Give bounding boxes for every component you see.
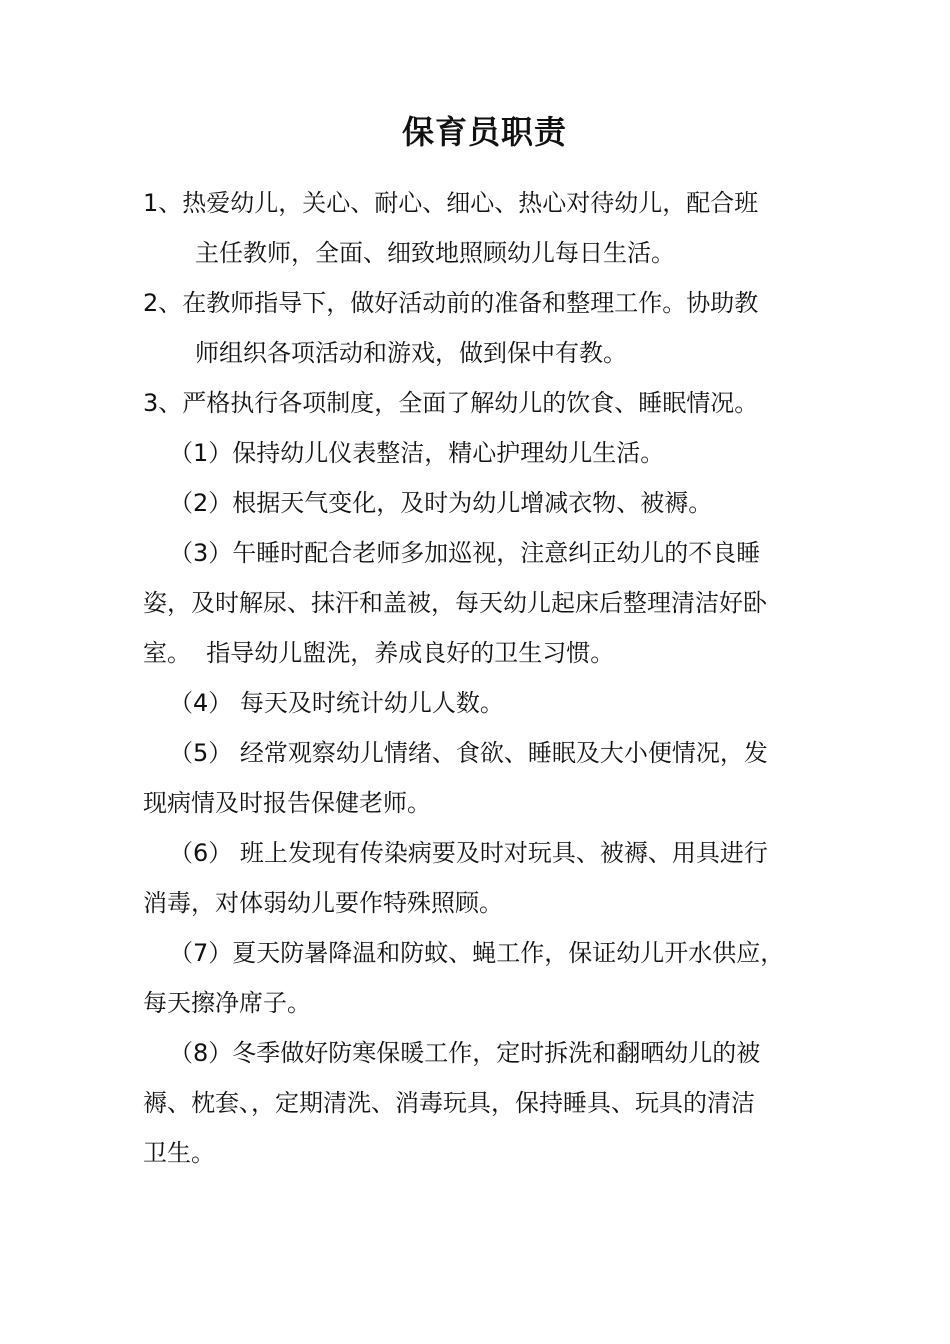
sub-item-7 <box>143 928 816 1028</box>
sub-item-5-line-1: （5） 经常观察幼儿情绪、食欲、睡眠及大小便情况，发 <box>169 739 768 767</box>
page-title: 保育员职责 <box>401 113 567 151</box>
sub-item-5-line-2: 现病情及时报告保健老师。 <box>143 789 431 817</box>
sub-item-4-line-1: （4） 每天及时统计幼儿人数。 <box>169 689 504 717</box>
sub-item-6 <box>143 828 816 928</box>
sub-item-6-line-1: （6） 班上发现有传染病要及时对玩具、被褥、用具进行 <box>169 839 768 867</box>
sub-item-6-line-2: 消毒，对体弱幼儿要作特殊照顾。 <box>143 889 503 917</box>
sub-item-3-line-3: 室。 指导幼儿盥洗，养成良好的卫生习惯。 <box>143 639 615 667</box>
duty-item-1 <box>143 178 816 278</box>
duty-item-1-line-2: 主任教师，全面、细致地照顾幼儿每日生活。 <box>195 239 675 267</box>
sub-item-5 <box>143 728 816 828</box>
duty-item-2-line-1: 2、在教师指导下，做好活动前的准备和整理工作。协助教 <box>143 289 759 317</box>
sub-item-8 <box>143 1028 816 1178</box>
sub-item-1 <box>143 428 816 478</box>
sub-item-8-line-1: （8）冬季做好防寒保暖工作，定时拆洗和翻晒幼儿的被 <box>169 1039 761 1067</box>
sub-item-2 <box>143 478 816 528</box>
duty-item-2 <box>143 278 816 378</box>
sub-item-8-line-2: 褥、枕套、，定期清洗、消毒玩具，保持睡具、玩具的清洁 <box>143 1089 755 1117</box>
duty-item-2-line-2: 师组织各项活动和游戏，做到保中有教。 <box>195 339 627 367</box>
sub-item-3-line-1: （3）午睡时配合老师多加巡视，注意纠正幼儿的不良睡 <box>169 539 761 567</box>
duty-item-1-line-1: 1、热爱幼儿，关心、耐心、细心、热心对待幼儿，配合班 <box>143 189 759 217</box>
sub-item-4 <box>143 678 816 728</box>
sub-item-7-line-1: （7）夏天防暑降温和防蚊、蝇工作，保证幼儿开水供应， <box>169 939 785 967</box>
sub-item-2-line-1: （2）根据天气变化，及时为幼儿增减衣物、被褥。 <box>169 489 713 517</box>
duty-item-3 <box>143 378 816 428</box>
sub-item-8-line-3: 卫生。 <box>143 1139 215 1167</box>
sub-item-7-line-2: 每天擦净席子。 <box>143 989 311 1017</box>
sub-item-1-line-1: （1）保持幼儿仪表整洁，精心护理幼儿生活。 <box>169 439 665 467</box>
document-body <box>143 178 816 1178</box>
sub-item-3-line-2: 姿，及时解尿、抹汗和盖被，每天幼儿起床后整理清洁好卧 <box>143 589 767 617</box>
duty-item-3-line-1: 3、严格执行各项制度，全面了解幼儿的饮食、睡眠情况。 <box>143 389 759 417</box>
sub-item-3 <box>143 528 816 678</box>
